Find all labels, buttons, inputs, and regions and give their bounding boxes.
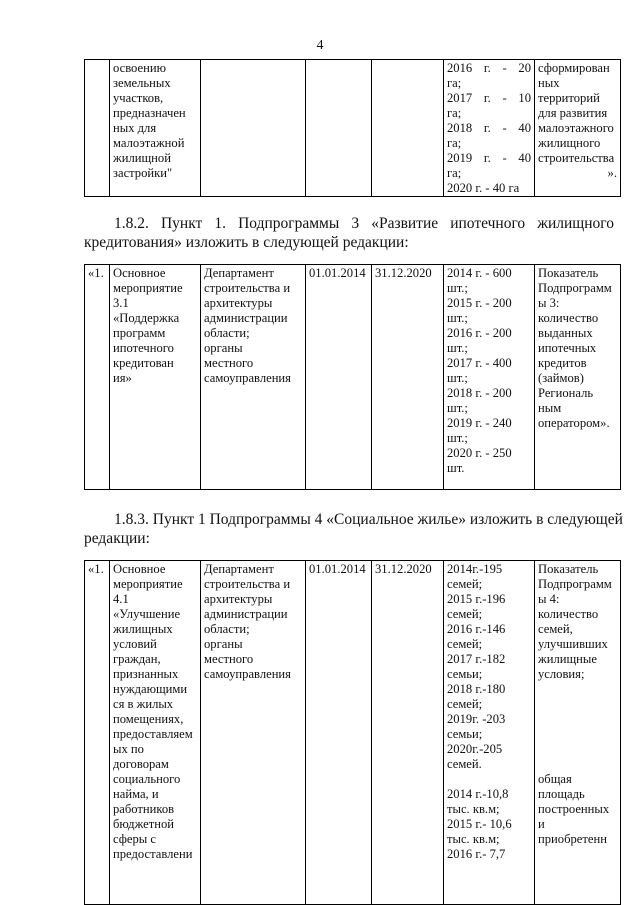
cell-line: органы <box>204 341 243 355</box>
cell-line: самоуправления <box>204 371 291 385</box>
t1-exec-cell <box>201 60 306 197</box>
t1-number-cell <box>85 60 110 197</box>
table-subprogram-3 <box>84 264 621 490</box>
t2-start-cell: 01.01.2014 <box>306 265 372 490</box>
cell-line: ых по <box>113 742 144 756</box>
cell-line: мероприятие <box>113 577 183 591</box>
cell-line: жилищные <box>538 652 597 666</box>
cell-line: га; <box>447 166 462 180</box>
cell-line: оператором». <box>538 416 610 430</box>
cell-line: 4.1 <box>113 592 129 606</box>
cell-line: кредитован <box>113 356 174 370</box>
cell-line: для развития <box>538 106 608 120</box>
cell-line: сферы с <box>113 832 156 846</box>
cell-line: 2020 г. - 250 <box>447 446 512 460</box>
t2-indicator-cell <box>535 265 621 490</box>
paragraph-line: 1.8.3. Пункт 1 Подпрограммы 4 «Социальное жилье» изложить в следующей <box>114 511 623 528</box>
cell-line: построенных <box>538 802 610 816</box>
cell-line: 2016 г. - 200 <box>447 326 512 340</box>
cell-line: 2015 г.- 10,6 <box>447 817 512 831</box>
t1-end-cell <box>372 60 444 197</box>
t2-values-cell <box>444 265 535 490</box>
cell-line: помещениях, <box>113 712 184 726</box>
cell-line: нуждающими <box>113 682 188 696</box>
table-subprogram-4 <box>84 560 621 905</box>
cell-line: области; <box>204 326 250 340</box>
cell-line: 2016 г.-146 <box>447 622 506 636</box>
cell-line: шт.; <box>447 431 468 445</box>
cell-line: га; <box>447 106 462 120</box>
t3-indicator-cell <box>535 561 621 905</box>
cell-line: архитектуры <box>204 296 273 310</box>
cell-line: 2014 г.-10,8 <box>447 787 509 801</box>
cell-line: 2014г.-195 <box>447 562 503 576</box>
paragraph-line: кредитования» изложить в следующей редакции: <box>84 234 409 251</box>
cell-line: малоэтажного <box>538 121 614 135</box>
cell-line: семей. <box>447 757 482 771</box>
cell-line: администрации <box>204 311 288 325</box>
cell-line: (займов) <box>538 371 584 385</box>
cell-line: Показатель <box>538 562 599 576</box>
t2-exec-cell <box>201 265 306 490</box>
t3-number-cell: «1. <box>85 561 110 905</box>
cell-line: граждан, <box>113 652 161 666</box>
t1-name-cell <box>110 60 201 197</box>
t3-name-cell <box>110 561 201 905</box>
cell-line: шт.; <box>447 401 468 415</box>
cell-line: Подпрограмм <box>538 281 612 295</box>
cell-line: области; <box>204 622 250 636</box>
cell-line: 2018 г. - 40 <box>447 121 531 135</box>
cell-line: строительства <box>538 151 615 165</box>
cell-spacer <box>538 757 617 772</box>
cell-line: территорий <box>538 91 600 105</box>
cell-line: количество <box>538 311 599 325</box>
paragraph-1-8-3 <box>84 510 623 548</box>
cell-line: местного <box>204 652 254 666</box>
cell-line: семей, <box>538 622 573 636</box>
cell-line: количество <box>538 607 599 621</box>
cell-line: самоуправления <box>204 667 291 681</box>
cell-line: признанных <box>113 667 179 681</box>
cell-spacer <box>538 742 617 757</box>
cell-line: условий <box>113 637 157 651</box>
cell-line: Региональ <box>538 386 594 400</box>
cell-line: администрации <box>204 607 288 621</box>
cell-line: участков, <box>113 91 164 105</box>
cell-line: 3.1 <box>113 296 129 310</box>
t1-indicator-cell <box>535 60 621 197</box>
cell-line: предоставляем <box>113 727 193 741</box>
cell-line: Показатель <box>538 266 599 280</box>
cell-line: 2020 г. - 40 га <box>447 181 520 195</box>
paragraph-1-8-2 <box>84 214 614 252</box>
cell-line: найма, и <box>113 787 159 801</box>
t3-exec-cell <box>201 561 306 905</box>
t1-start-cell <box>306 60 372 197</box>
cell-line: бюджетной <box>113 817 174 831</box>
paragraph-line: 1.8.2. Пункт 1. Подпрограммы 3 «Развитие ипотечного жилищного <box>114 215 614 232</box>
t2-name-cell <box>110 265 201 490</box>
cell-line: жилищной <box>113 151 171 165</box>
cell-line: застройки" <box>113 166 173 180</box>
cell-line: Департамент <box>204 266 274 280</box>
cell-line: площадь <box>538 787 585 801</box>
cell-line: 2018 г.-180 <box>447 682 506 696</box>
cell-line: улучшивших <box>538 637 608 651</box>
cell-line: 2014 г. - 600 <box>447 266 512 280</box>
cell-line: семьи; <box>447 667 483 681</box>
cell-line: жилищного <box>538 136 601 150</box>
cell-line: освоению <box>113 61 166 75</box>
cell-line: выданных <box>538 326 593 340</box>
cell-line: ия» <box>113 371 132 385</box>
cell-line: ». <box>607 166 617 180</box>
cell-line: семей; <box>447 637 483 651</box>
cell-line: шт.; <box>447 371 468 385</box>
cell-line: 2019 г. - 240 <box>447 416 512 430</box>
t2-number-cell: «1. <box>85 265 110 490</box>
cell-line: га; <box>447 136 462 150</box>
cell-line: строительства и <box>204 577 291 591</box>
cell-line: шт.; <box>447 281 468 295</box>
cell-line: Основное <box>113 266 166 280</box>
cell-line: земельных <box>113 76 171 90</box>
cell-line: жилищных <box>113 622 173 636</box>
cell-spacer <box>538 712 617 727</box>
cell-line: шт. <box>447 461 465 475</box>
cell-line: ипотечного <box>113 341 174 355</box>
cell-line: Подпрограмм <box>538 577 612 591</box>
cell-line: ным <box>538 401 562 415</box>
cell-line: приобретенн <box>538 832 607 846</box>
cell-line: га; <box>447 76 462 90</box>
cell-line: тыс. кв.м; <box>447 802 500 816</box>
cell-line: и <box>538 817 545 831</box>
cell-line: 2015 г.-196 <box>447 592 506 606</box>
cell-line: 2016 г. - 20 <box>447 61 531 75</box>
cell-line: предназначен <box>113 106 186 120</box>
t3-end-cell: 31.12.2020 <box>372 561 444 905</box>
cell-line: «Улучшение <box>113 607 181 621</box>
cell-line: работников <box>113 802 175 816</box>
cell-line: кредитов <box>538 356 587 370</box>
paragraph-line: редакции: <box>84 530 150 547</box>
cell-line: шт.; <box>447 311 468 325</box>
cell-line: социального <box>113 772 181 786</box>
cell-line: договорам <box>113 757 169 771</box>
cell-line: семей; <box>447 577 483 591</box>
cell-line: 2019г. -203 <box>447 712 506 726</box>
cell-line: 2017 г. - 400 <box>447 356 512 370</box>
cell-line: Департамент <box>204 562 274 576</box>
cell-line: органы <box>204 637 243 651</box>
t3-start-cell: 01.01.2014 <box>306 561 372 905</box>
cell-line: ных для <box>113 121 157 135</box>
cell-line: ы 4: <box>538 592 560 606</box>
t2-end-cell: 31.12.2020 <box>372 265 444 490</box>
cell-line: условия; <box>538 667 585 681</box>
t1-values-cell <box>444 60 535 197</box>
cell-line: программ <box>113 326 166 340</box>
cell-spacer <box>538 682 617 697</box>
cell-line: 2016 г.- 7,7 <box>447 847 506 861</box>
cell-line: мероприятие <box>113 281 183 295</box>
cell-line: общая <box>538 772 572 786</box>
table-continuation <box>84 59 621 197</box>
cell-line: 2017 г. - 10 <box>447 91 531 105</box>
cell-line: семей; <box>447 607 483 621</box>
cell-line: строительства и <box>204 281 291 295</box>
cell-line: 2017 г.-182 <box>447 652 506 666</box>
cell-line: сформирован <box>538 61 610 75</box>
cell-line: 2019 г. - 40 <box>447 151 531 165</box>
cell-line: семей; <box>447 697 483 711</box>
cell-line: Основное <box>113 562 166 576</box>
cell-line: предоставлени <box>113 847 193 861</box>
cell-line: архитектуры <box>204 592 273 606</box>
cell-line: 2020г.-205 <box>447 742 503 756</box>
cell-line: «Поддержка <box>113 311 180 325</box>
cell-spacer <box>538 727 617 742</box>
cell-line: ы 3: <box>538 296 560 310</box>
t3-values-cell <box>444 561 535 905</box>
cell-spacer <box>447 772 531 787</box>
cell-line: ипотечных <box>538 341 597 355</box>
cell-line: ся в жилых <box>113 697 174 711</box>
cell-line: шт.; <box>447 341 468 355</box>
page-number: 4 <box>316 38 324 53</box>
cell-line: местного <box>204 356 254 370</box>
cell-line: малоэтажной <box>113 136 185 150</box>
cell-line: тыс. кв.м; <box>447 832 500 846</box>
cell-line: семьи; <box>447 727 483 741</box>
cell-line: ных <box>538 76 560 90</box>
cell-line: 2018 г. - 200 <box>447 386 512 400</box>
cell-spacer <box>538 697 617 712</box>
cell-line: 2015 г. - 200 <box>447 296 512 310</box>
